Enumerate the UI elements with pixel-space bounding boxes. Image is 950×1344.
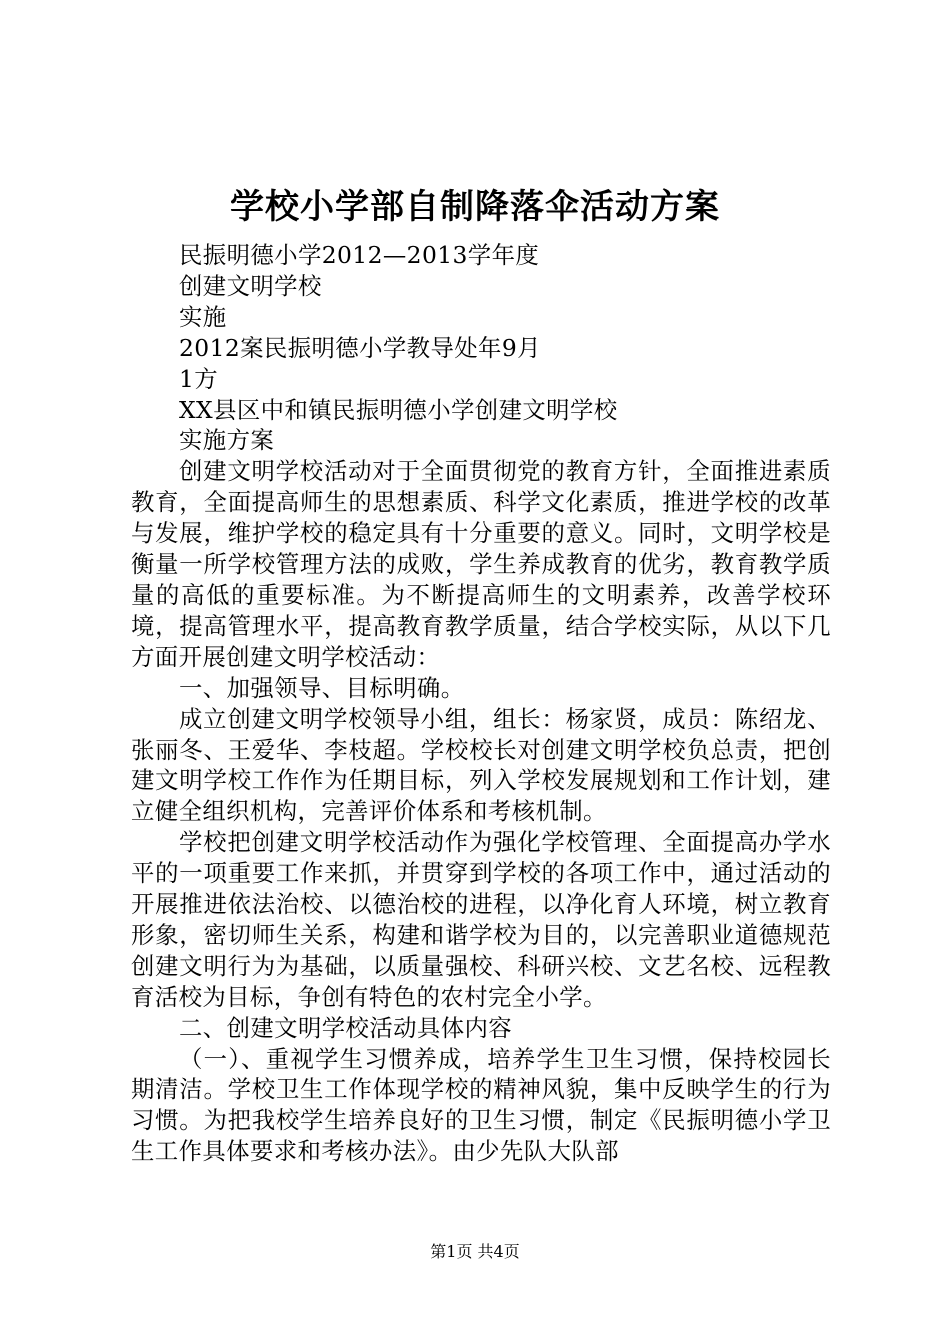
document-title: 学校小学部自制降落伞活动方案: [230, 187, 720, 227]
header-line-fang: 1方: [179, 364, 219, 393]
page-footer: 第1页 共4页: [430, 1242, 520, 1261]
paragraph-leadership-group: 成立创建文明学校领导小组，组长：杨家贤，成员：陈绍龙、张丽冬、王爱华、李枝超。学校校长对创建文明学校负总责，把创建文明学校工作作为任期目标，列入学校发展规划和工作计划，建立健全组织机构，完善评价体系和考核机制。: [131, 704, 831, 826]
paragraph-school-management: 学校把创建文明学校活动作为强化学校管理、全面提高办学水平的一项重要工作来抓，并贯穿到学校的各项工作中，通过活动的开展推进依法治校、以德治校的进程，以净化育人环境，树立教育形象，密切师生关系，构建和谐学校为目的，以完善职业道德规范创建文明行为为基础，以质量强校、科研兴校、文艺名校、远程教育活校为目标，争创有特色的农村完全小学。: [131, 828, 831, 1011]
header-line-plan: 实施方案: [179, 426, 275, 455]
section-heading-2: 二、创建文明学校活动具体内容: [179, 1013, 513, 1042]
document-body: [131, 240, 831, 1167]
header-line-civilized-school: 创建文明学校: [179, 271, 322, 300]
paragraph-hygiene-habits: （一）、重视学生习惯养成，培养学生卫生习惯，保持校园长期清洁。学校卫生工作体现学校的精神风貌，集中反映学生的行为习惯。为把我校学生培养良好的卫生习惯，制定《民振明德小学卫生工作具体要求和考核办法》。由少先队大队部: [131, 1044, 831, 1166]
header-line-issuer-date: 2012案民振明德小学教导处年9月: [179, 333, 541, 362]
header-line-county-school: XX县区中和镇民振明德小学创建文明学校: [179, 395, 618, 424]
header-line-school-year: 民振明德小学2012—2013学年度: [179, 241, 540, 269]
paragraph-intro: 创建文明学校活动对于全面贯彻党的教育方针，全面推进素质教育，全面提高师生的思想素质、科学文化素质，推进学校的改革与发展，维护学校的稳定具有十分重要的意义。同时，文明学校是衡量一所学校管理方法的成败，学生养成教育的优劣，教育教学质量的高低的重要标准。为不断提高师生的文明素养，改善学校环境，提高管理水平，提高教育教学质量，结合学校实际，从以下几方面开展创建文明学校活动：: [131, 457, 831, 671]
header-line-implementation: 实施: [179, 302, 227, 331]
section-heading-1: 一、加强领导、目标明确。: [179, 673, 465, 702]
